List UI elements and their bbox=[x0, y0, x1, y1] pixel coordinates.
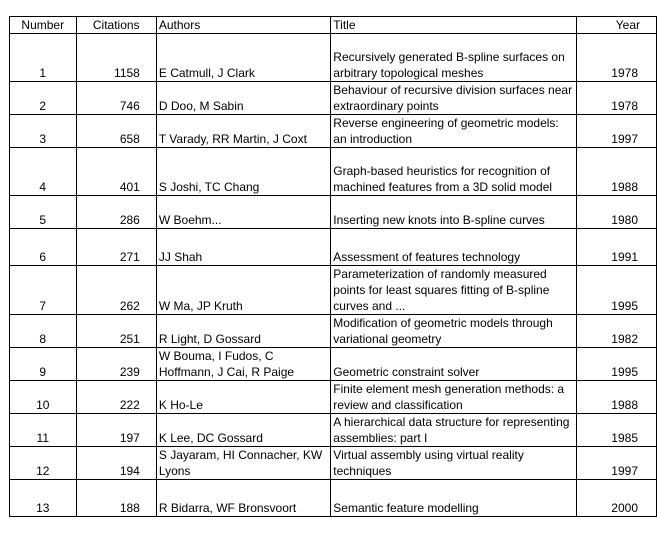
cell-authors: JJ Shah bbox=[156, 229, 330, 266]
cell-number: 7 bbox=[10, 266, 77, 315]
cell-title: Assessment of features technology bbox=[331, 229, 576, 266]
cell-citations: 197 bbox=[76, 414, 156, 447]
cell-year: 1991 bbox=[576, 229, 656, 266]
cell-year: 2000 bbox=[576, 480, 656, 517]
cell-number: 2 bbox=[10, 82, 77, 115]
cell-title: Finite element mesh generation methods: a review and classification bbox=[331, 381, 576, 414]
header-number: Number bbox=[10, 17, 77, 34]
cell-year: 1997 bbox=[576, 447, 656, 480]
cell-title: Inserting new knots into B-spline curves bbox=[331, 196, 576, 229]
cell-title: Geometric constraint solver bbox=[331, 348, 576, 381]
cell-number: 5 bbox=[10, 196, 77, 229]
cell-title: Recursively generated B-spline surfaces on arbitrary topological meshes bbox=[331, 34, 576, 82]
cell-number: 8 bbox=[10, 315, 77, 348]
citation-table bbox=[9, 16, 657, 517]
table-row bbox=[10, 315, 657, 348]
table-row bbox=[10, 480, 657, 517]
cell-title: Modification of geometric models through variational geometry bbox=[331, 315, 576, 348]
cell-title: Graph-based heuristics for recognition of machined features from a 3D solid model bbox=[331, 148, 576, 196]
table-row bbox=[10, 266, 657, 315]
cell-year: 1978 bbox=[576, 34, 656, 82]
table-row bbox=[10, 82, 657, 115]
header-year: Year bbox=[576, 17, 656, 34]
table-row bbox=[10, 115, 657, 148]
table-row bbox=[10, 348, 657, 381]
cell-number: 1 bbox=[10, 34, 77, 82]
cell-authors: S Joshi, TC Chang bbox=[156, 148, 330, 196]
cell-citations: 222 bbox=[76, 381, 156, 414]
cell-year: 1995 bbox=[576, 348, 656, 381]
cell-year: 1982 bbox=[576, 315, 656, 348]
cell-title: Behaviour of recursive division surfaces near extraordinary points bbox=[331, 82, 576, 115]
cell-authors: T Varady, RR Martin, J Coxt bbox=[156, 115, 330, 148]
cell-number: 11 bbox=[10, 414, 77, 447]
cell-citations: 401 bbox=[76, 148, 156, 196]
table-row bbox=[10, 34, 657, 82]
table-row bbox=[10, 229, 657, 266]
cell-citations: 271 bbox=[76, 229, 156, 266]
cell-authors: W Boehm... bbox=[156, 196, 330, 229]
cell-citations: 658 bbox=[76, 115, 156, 148]
cell-number: 4 bbox=[10, 148, 77, 196]
cell-number: 10 bbox=[10, 381, 77, 414]
cell-year: 1988 bbox=[576, 148, 656, 196]
cell-citations: 251 bbox=[76, 315, 156, 348]
cell-number: 9 bbox=[10, 348, 77, 381]
cell-citations: 746 bbox=[76, 82, 156, 115]
cell-authors: W Bouma, I Fudos, C Hoffmann, J Cai, R Paige bbox=[156, 348, 330, 381]
header-row bbox=[10, 17, 657, 34]
cell-number: 12 bbox=[10, 447, 77, 480]
table-body bbox=[10, 34, 657, 517]
cell-citations: 262 bbox=[76, 266, 156, 315]
cell-authors: K Lee, DC Gossard bbox=[156, 414, 330, 447]
table-row bbox=[10, 381, 657, 414]
table-row bbox=[10, 148, 657, 196]
cell-authors: R Bidarra, WF Bronsvoort bbox=[156, 480, 330, 517]
table-row bbox=[10, 414, 657, 447]
cell-number: 13 bbox=[10, 480, 77, 517]
cell-citations: 188 bbox=[76, 480, 156, 517]
cell-authors: K Ho-Le bbox=[156, 381, 330, 414]
cell-year: 1988 bbox=[576, 381, 656, 414]
cell-title: Parameterization of randomly measured points for least squares fitting of B-spline curves and ... bbox=[331, 266, 576, 315]
cell-citations: 286 bbox=[76, 196, 156, 229]
cell-citations: 239 bbox=[76, 348, 156, 381]
cell-authors: W Ma, JP Kruth bbox=[156, 266, 330, 315]
cell-title: Reverse engineering of geometric models: an introduction bbox=[331, 115, 576, 148]
cell-year: 1978 bbox=[576, 82, 656, 115]
cell-year: 1980 bbox=[576, 196, 656, 229]
header-citations: Citations bbox=[76, 17, 156, 34]
cell-year: 1995 bbox=[576, 266, 656, 315]
cell-title: Virtual assembly using virtual reality techniques bbox=[331, 447, 576, 480]
cell-year: 1985 bbox=[576, 414, 656, 447]
cell-year: 1997 bbox=[576, 115, 656, 148]
cell-authors: E Catmull, J Clark bbox=[156, 34, 330, 82]
table-row bbox=[10, 447, 657, 480]
cell-citations: 1158 bbox=[76, 34, 156, 82]
cell-authors: S Jayaram, HI Connacher, KW Lyons bbox=[156, 447, 330, 480]
cell-number: 6 bbox=[10, 229, 77, 266]
header-title: Title bbox=[331, 17, 576, 34]
cell-title: Semantic feature modelling bbox=[331, 480, 576, 517]
table-row bbox=[10, 196, 657, 229]
header-authors: Authors bbox=[156, 17, 330, 34]
cell-number: 3 bbox=[10, 115, 77, 148]
cell-authors: R Light, D Gossard bbox=[156, 315, 330, 348]
cell-authors: D Doo, M Sabin bbox=[156, 82, 330, 115]
cell-citations: 194 bbox=[76, 447, 156, 480]
cell-title: A hierarchical data structure for representing assemblies: part I bbox=[331, 414, 576, 447]
